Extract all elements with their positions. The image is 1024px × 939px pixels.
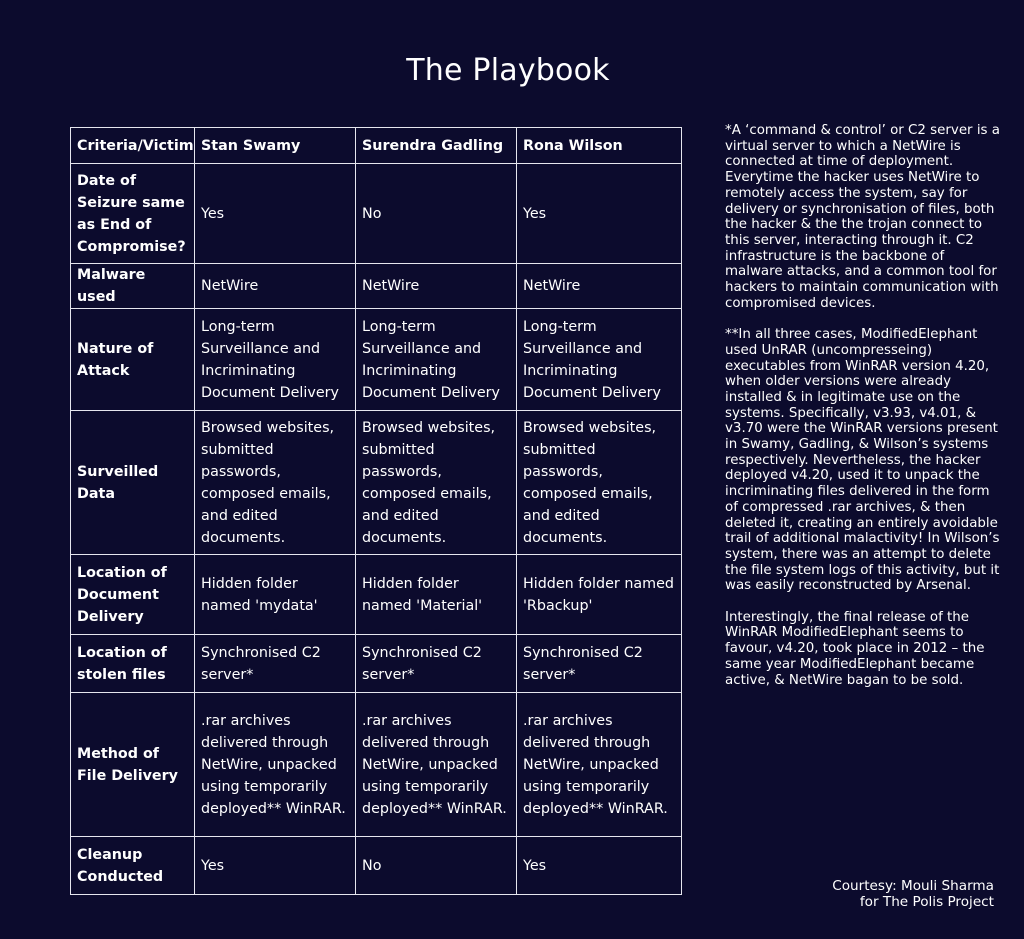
- table-header-row: [71, 128, 682, 164]
- value-cell: .rar archives delivered through NetWire, unpacked using temporarily deployed** WinRAR.: [517, 693, 682, 837]
- courtesy-organization: for The Polis Project: [859, 894, 994, 910]
- value-cell: Synchronised C2 server*: [356, 635, 517, 693]
- table-row-nature-of-attack: [71, 309, 682, 411]
- value-cell: Hidden folder named 'mydata': [195, 555, 356, 635]
- table-row-file-delivery: [71, 693, 682, 837]
- value-cell: Hidden folder named 'Material': [356, 555, 517, 635]
- criteria-cell: Date of Seizure same as End of Compromise?: [71, 164, 195, 264]
- value-cell: Long-term Surveillance and Incriminating Document Delivery: [356, 309, 517, 411]
- value-cell: Browsed websites, submitted passwords, composed emails, and edited documents.: [517, 411, 682, 555]
- value-cell: NetWire: [356, 264, 517, 309]
- value-cell: Synchronised C2 server*: [195, 635, 356, 693]
- value-cell: Browsed websites, submitted passwords, composed emails, and edited documents.: [356, 411, 517, 555]
- footnote-winrar-release: Interestingly, the final release of the WinRAR ModifiedElephant seems to favour, v4.20, took place in 2012 – the same year ModifiedElephant became active, & NetWire bagan to be sold.: [725, 609, 985, 688]
- value-cell: Yes: [517, 164, 682, 264]
- value-cell: Yes: [195, 164, 356, 264]
- table-row-stolen-files: [71, 635, 682, 693]
- table-row-document-delivery: [71, 555, 682, 635]
- courtesy-author: Courtesy: Mouli Sharma: [832, 878, 994, 894]
- header-surendra-gadling: Surendra Gadling: [356, 128, 517, 164]
- criteria-cell: Location of Document Delivery: [71, 555, 195, 635]
- table-row-malware-used: [71, 264, 682, 309]
- value-cell: Yes: [517, 837, 682, 895]
- criteria-cell: Method of File Delivery: [71, 693, 195, 837]
- value-cell: NetWire: [517, 264, 682, 309]
- value-cell: Long-term Surveillance and Incriminating Document Delivery: [517, 309, 682, 411]
- criteria-cell: Malware used: [71, 264, 195, 309]
- table-row-date-of-seizure: [71, 164, 682, 264]
- footnote-c2-server: *A ‘command & control’ or C2 server is a virtual server to which a NetWire is connected at time of deployment. Everytime the hacker uses NetWire to remotely access the system, say for delivery or synchronisation of files, both the hacker & the the trojan connect to this server, interacting through it. C2 infrastructure is the backbone of malware attacks, and a common tool for hackers to maintain communication with compromised devices.: [725, 123, 1000, 311]
- value-cell: Yes: [195, 837, 356, 895]
- criteria-cell: Cleanup Conducted: [71, 837, 195, 895]
- value-cell: Browsed websites, submitted passwords, composed emails, and edited documents.: [195, 411, 356, 555]
- value-cell: Synchronised C2 server*: [517, 635, 682, 693]
- value-cell: NetWire: [195, 264, 356, 309]
- header-criteria: Criteria/Victim: [71, 128, 195, 164]
- value-cell: No: [356, 837, 517, 895]
- footnote-winrar: **In all three cases, ModifiedElephant used UnRAR (uncompresseing) executables from WinRAR version 4.20, when older versions were already installed & in legitimate use on the systems. Specifically, v3.93, v4.01, & v3.70 were the WinRAR versions present in Swamy, Gadling, & Wilson’s systems respectively. Nevertheless, the hacker deployed v4.20, used it to unpack the incriminating files delivered in the form of compressed .rar archives, & then deleted it, creating an entirely avoidable trail of additional malactivity! In Wilson’s system, there was an attempt to delete the file system logs of this activity, but it was easily reconstructed by Arsenal.: [725, 327, 1000, 594]
- courtesy-credit: [832, 878, 994, 910]
- criteria-cell: Location of stolen files: [71, 635, 195, 693]
- value-cell: No: [356, 164, 517, 264]
- page-title: The Playbook: [406, 53, 610, 88]
- footnotes-panel: [725, 123, 1005, 704]
- value-cell: Hidden folder named 'Rbackup': [517, 555, 682, 635]
- value-cell: Long-term Surveillance and Incriminating Document Delivery: [195, 309, 356, 411]
- table-row-surveilled-data: [71, 411, 682, 555]
- header-stan-swamy: Stan Swamy: [195, 128, 356, 164]
- header-rona-wilson: Rona Wilson: [517, 128, 682, 164]
- playbook-table: [70, 127, 682, 895]
- criteria-cell: Nature of Attack: [71, 309, 195, 411]
- value-cell: .rar archives delivered through NetWire, unpacked using temporarily deployed** WinRAR.: [195, 693, 356, 837]
- value-cell: .rar archives delivered through NetWire, unpacked using temporarily deployed** WinRAR.: [356, 693, 517, 837]
- table-row-cleanup: [71, 837, 682, 895]
- criteria-cell: Surveilled Data: [71, 411, 195, 555]
